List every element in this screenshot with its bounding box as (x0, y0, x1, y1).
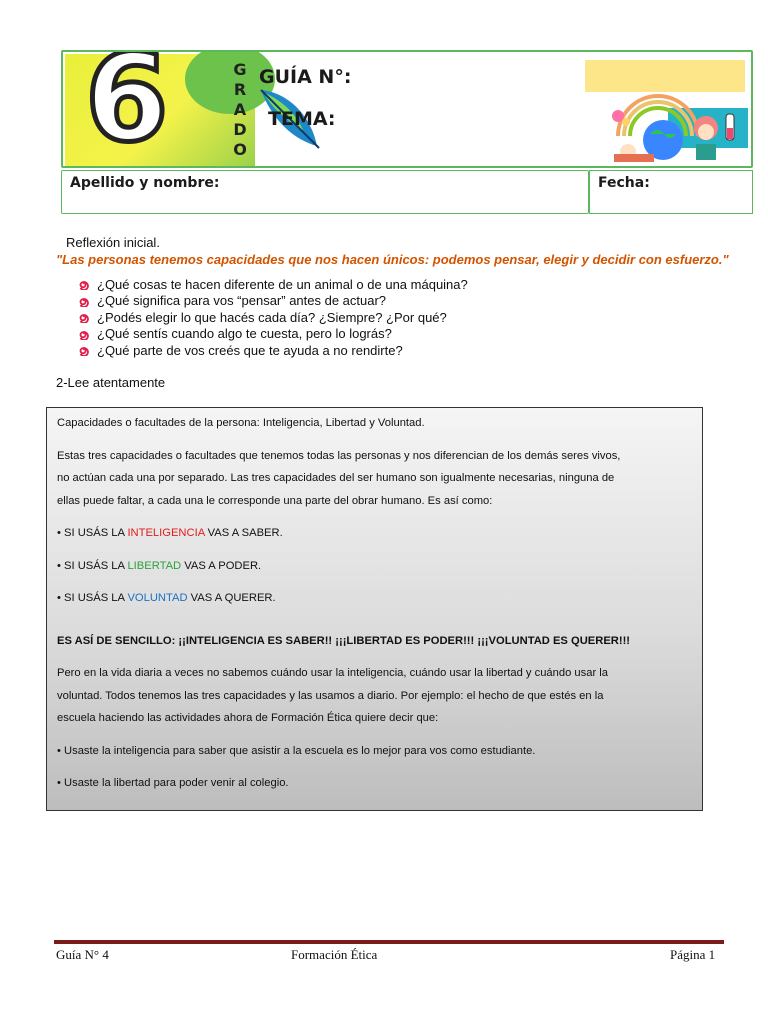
highlight-tag (585, 60, 745, 92)
footer-guide-number: Guía N° 4 (56, 947, 109, 962)
bullet-prefix: • SI USÁS LA (57, 559, 128, 572)
tema-label: TEMA: (268, 108, 336, 130)
bullet-suffix: VAS A PODER. (181, 559, 262, 572)
list-item (78, 326, 468, 343)
list-item (78, 293, 468, 310)
reading-heading: Capacidades o facultades de la persona: Inteligencia, Libertad y Voluntad. (57, 417, 425, 429)
bullet-prefix: • SI USÁS LA (57, 527, 128, 539)
reflexion-title: Reflexión inicial. (66, 235, 160, 250)
grade-letter: A (233, 100, 247, 119)
grade-letter: O (233, 140, 247, 159)
name-label: Apellido y nombre: (70, 175, 220, 191)
spiral-bullet-icon (78, 295, 90, 307)
grade-number: 6 (85, 50, 169, 168)
spiral-bullet-icon (78, 328, 90, 340)
paragraph-line: no actúan cada una por separado. Las tres capacidades del ser humano son igualmente necesarias, ninguna de (57, 472, 615, 484)
grade-panel (65, 50, 255, 168)
reflexion-quote: "Las personas tenemos capacidades que nos hacen únicos: podemos pensar, elegir y decidir con esfuerzo." (56, 252, 729, 267)
list-item (78, 276, 468, 293)
reflexion-questions (78, 276, 468, 359)
paragraph-line: Estas tres capacidades o facultades que tenemos todas las personas y nos diferencian de los demás seres vivos, (57, 449, 621, 462)
guia-label: GUÍA N°: (259, 66, 352, 88)
capacity-bullet-inteligencia (57, 522, 692, 545)
footer-subject: Formación Ética (291, 947, 378, 962)
paragraph-line: Pero en la vida diaria a veces no sabemos cuándo usar la inteligencia, cuándo usar la libertad y cuándo usar la (57, 667, 609, 679)
name-field[interactable] (61, 170, 589, 214)
grade-word (229, 60, 251, 160)
bullet-suffix: VAS A QUERER. (187, 592, 276, 604)
paragraph-line: escuela haciendo las actividades ahora de Formación Ética quiere decir que: (57, 712, 439, 724)
reading-box (46, 407, 703, 811)
keyword-inteligencia: INTELIGENCIA (127, 527, 205, 539)
example-point: • Usaste la libertad para poder venir al colegio. (57, 777, 289, 789)
bullet-prefix: • SI USÁS LA (57, 592, 128, 604)
grade-letter: R (233, 80, 247, 99)
capacity-bullet-libertad (57, 555, 692, 578)
keyword-libertad: LIBERTAD (127, 559, 182, 572)
capacity-bullet-voluntad (57, 587, 692, 610)
summary-line: ES ASÍ DE SENCILLO: ¡¡INTELIGENCIA ES SABER!! ¡¡¡LIBERTAD ES PODER!!! ¡¡¡VOLUNTAD ES QUERER!!! (57, 634, 631, 647)
example-point: • Usaste la inteligencia para saber que asistir a la escuela es lo mejor para vos como estudiante. (57, 744, 536, 757)
list-item (78, 309, 468, 326)
kids-science-illustration-icon (608, 92, 748, 164)
footer-rule (54, 940, 724, 944)
question-text: ¿Qué cosas te hacen diferente de un animal o de una máquina? (97, 276, 468, 292)
spiral-bullet-icon (78, 278, 90, 290)
section-title: 2-Lee atentamente (56, 375, 166, 390)
student-info-row (61, 170, 753, 216)
spiral-bullet-icon (78, 311, 90, 323)
grade-letter: G (233, 60, 247, 79)
date-field[interactable] (589, 170, 753, 214)
question-text: ¿Qué significa para vos “pensar” antes de actuar? (97, 293, 387, 309)
question-text: ¿Podés elegir lo que hacés cada día? ¿Siempre? ¿Por qué? (97, 309, 447, 325)
paragraph-line: voluntad. Todos tenemos las tres capacidades y las usamos a diario. Por ejemplo: el hecho de que estés en la (57, 689, 604, 702)
question-text: ¿Qué parte de vos creés que te ayuda a no rendirte? (97, 342, 403, 358)
footer-page-number: Página 1 (670, 947, 716, 962)
bullet-suffix: VAS A SABER. (204, 527, 283, 539)
header-banner (61, 50, 753, 168)
paragraph-line: ellas puede faltar, a cada una le corresponde una parte del obrar humano. Es así como: (57, 494, 493, 507)
spiral-bullet-icon (78, 344, 90, 356)
grade-letter: D (233, 120, 247, 139)
list-item (78, 342, 468, 359)
question-text: ¿Qué sentís cuando algo te cuesta, pero lo lográs? (97, 326, 392, 342)
date-label: Fecha: (598, 175, 650, 191)
keyword-voluntad: VOLUNTAD (127, 592, 188, 604)
